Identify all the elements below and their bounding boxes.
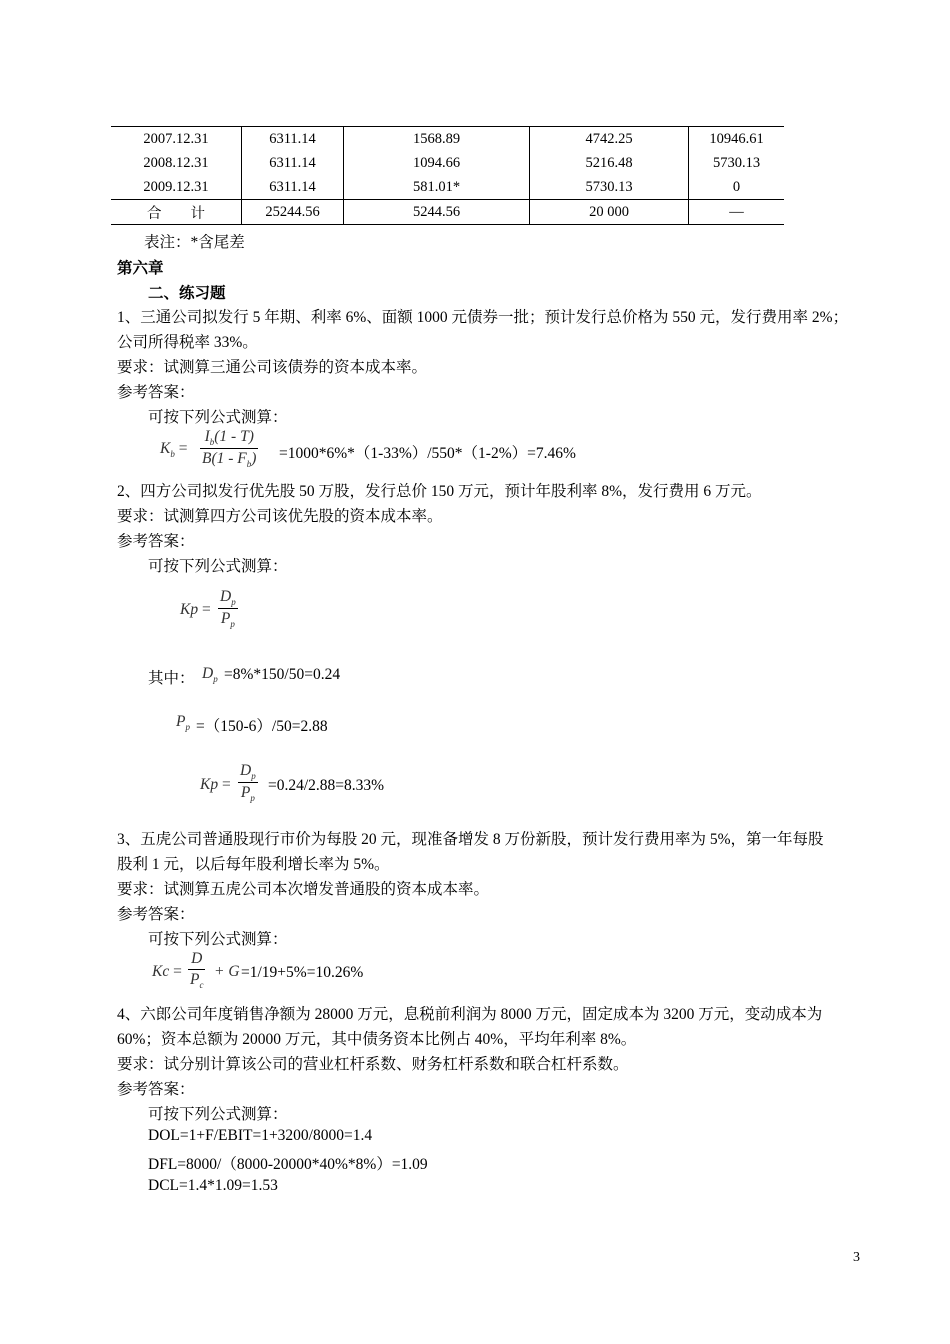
symbol-kc: Kc [152,963,170,980]
q4-text-line2: 60%；资本总额为 20000 万元，其中债务资本比例占 40%，平均年利率 8%。 [117,1031,637,1048]
q4-requirement: 要求：试分别计算该公司的营业杠杆系数、财务杠杆系数和联合杠杆系数。 [117,1056,629,1073]
subscript: c [199,980,204,991]
q2-kp-fraction [238,762,258,803]
subscript: p [185,722,190,733]
fraction-numerator [200,428,258,449]
table-cell: 6311.14 [242,127,344,152]
q1-calc: =1000*6%*（1-33%）/550*（1-2%）=7.46% [279,445,576,462]
table-note: 表注：*含尾差 [144,234,245,251]
q2-dp-calc: =8%*150/50=0.24 [224,666,341,683]
q2-requirement: 要求：试测算四方公司该优先股的资本成本率。 [117,508,443,525]
q2-formula-lhs: Kp = [180,601,211,618]
symbol-kp: Kp [200,776,219,793]
chapter-title: 第六章 [117,260,164,277]
denominator-rest: ) [251,450,257,468]
q3-calc: =1/19+5%=10.26% [241,964,364,981]
table-cell: 2009.12.31 [143,178,209,195]
q4-dcl: DCL=1.4*1.09=1.53 [148,1177,278,1194]
subscript: p [231,597,236,608]
q1-text-line2: 公司所得税率 33%。 [117,334,258,351]
subscript: b [170,449,175,460]
table-total-row [111,200,784,225]
q3-plus-g: + G [214,963,240,980]
table-cell: 5244.56 [344,200,530,225]
subscript: p [251,771,256,782]
q1-formula-intro: 可按下列公式测算： [148,409,288,426]
subscript: b [246,459,252,470]
q2-kp-calc: =0.24/2.88=8.33% [268,777,385,794]
denominator-main: B(1 - F [202,450,247,468]
table-row [111,175,784,200]
subscript: b [209,437,215,448]
table-cell: 6311.14 [242,175,344,200]
page-number: 3 [853,1250,860,1265]
fraction-denominator [200,449,258,469]
fraction-denominator [188,970,205,990]
subscript: p [213,674,218,685]
q2-pp-calc: =（150-6）/50=2.88 [196,718,328,735]
table-cell: 2008.12.31 [143,154,209,171]
amortization-table [111,126,784,225]
table-cell: 5730.13 [530,175,689,200]
section-title: 二、练习题 [148,285,226,302]
table-cell: 0 [689,175,785,200]
numerator-rest: (1 - T) [214,428,254,445]
table-cell: 5730.13 [689,151,785,175]
q2-pp-symbol [176,713,190,732]
q1-text-line1: 1、三通公司拟发行 5 年期、利率 6%、面额 1000 元债券一批；预计发行总价格为 550 元，发行费用率 2%； [117,309,849,326]
table-cell: 10946.61 [689,127,785,152]
q4-dfl: DFL=8000/（8000-20000*40%*8%）=1.09 [148,1156,428,1173]
table-cell: 1568.89 [344,127,530,152]
table-cell: 合 计 [111,200,242,225]
q1-formula-lhs: $K_b$ = [160,440,188,460]
q4-text-line1: 4、六郎公司年度销售净额为 28000 万元，息税前利润为 8000 万元，固定成本为 3200 万元，变动成本为 [117,1006,823,1023]
q4-answer-label: 参考答案： [117,1081,195,1098]
table-cell: 20 000 [530,200,689,225]
q4-dol: DOL=1+F/EBIT=1+3200/8000=1.4 [148,1127,373,1144]
table-cell: 6311.14 [242,151,344,175]
subscript: p [230,619,235,630]
fraction-numerator [218,588,238,609]
subscript: p [250,793,255,804]
q3-text-line1: 3、五虎公司普通股现行市价为每股 20 元，现准备增发 8 万份新股，预计发行费用率为 5%，第一年每股 [117,831,824,848]
q2-answer-label: 参考答案： [117,533,195,550]
fraction-numerator [188,950,205,970]
symbol-d: D [220,588,232,605]
q3-answer-label: 参考答案： [117,906,195,923]
q3-formula-lhs: Kc = [152,963,182,980]
symbol-p: P [190,971,200,988]
q3-fraction [188,950,205,990]
fraction-denominator [238,783,258,803]
symbol-k: K [160,440,171,457]
q3-text-line2: 股利 1 元，以后每年股利增长率为 5%。 [117,856,390,873]
q3-formula-intro: 可按下列公式测算： [148,931,288,948]
fraction-numerator [238,762,258,783]
q2-formula-intro: 可按下列公式测算： [148,558,288,575]
q4-formula-intro: 可按下列公式测算： [148,1106,288,1123]
table-cell: 2007.12.31 [111,127,242,152]
symbol-p: P [240,784,251,802]
q2-text: 2、四方公司拟发行优先股 50 万股，发行总价 150 万元，预计年股利率 8%，发行费用 6 万元。 [117,483,762,500]
table-cell: 5216.48 [530,151,689,175]
symbol-kp: Kp [180,601,199,618]
symbol-d: D [191,950,203,967]
table-cell: 4742.25 [530,127,689,152]
q3-requirement: 要求：试测算五虎公司本次增发普通股的资本成本率。 [117,881,490,898]
table-cell: 25244.56 [242,200,344,225]
q2-where-label: 其中： [148,670,195,687]
q2-kp-symbol: Kp = [200,776,231,793]
symbol-i: I [204,428,210,445]
q1-requirement: 要求：试测算三通公司该债券的资本成本率。 [117,359,428,376]
table-row [111,127,784,152]
q2-fraction [218,588,238,629]
q1-fraction [200,428,258,469]
q1-answer-label: 参考答案： [117,384,195,401]
table-cell: 1094.66 [344,151,530,175]
symbol-d: D [202,665,214,682]
q2-dp-symbol [202,665,218,684]
symbol-p: P [176,713,186,730]
symbol-d: D [240,762,252,779]
table-row [111,151,784,175]
fraction-denominator [218,609,238,629]
symbol-p: P [220,610,231,628]
table-cell: — [689,200,785,225]
table-cell: 581.01* [344,175,530,200]
